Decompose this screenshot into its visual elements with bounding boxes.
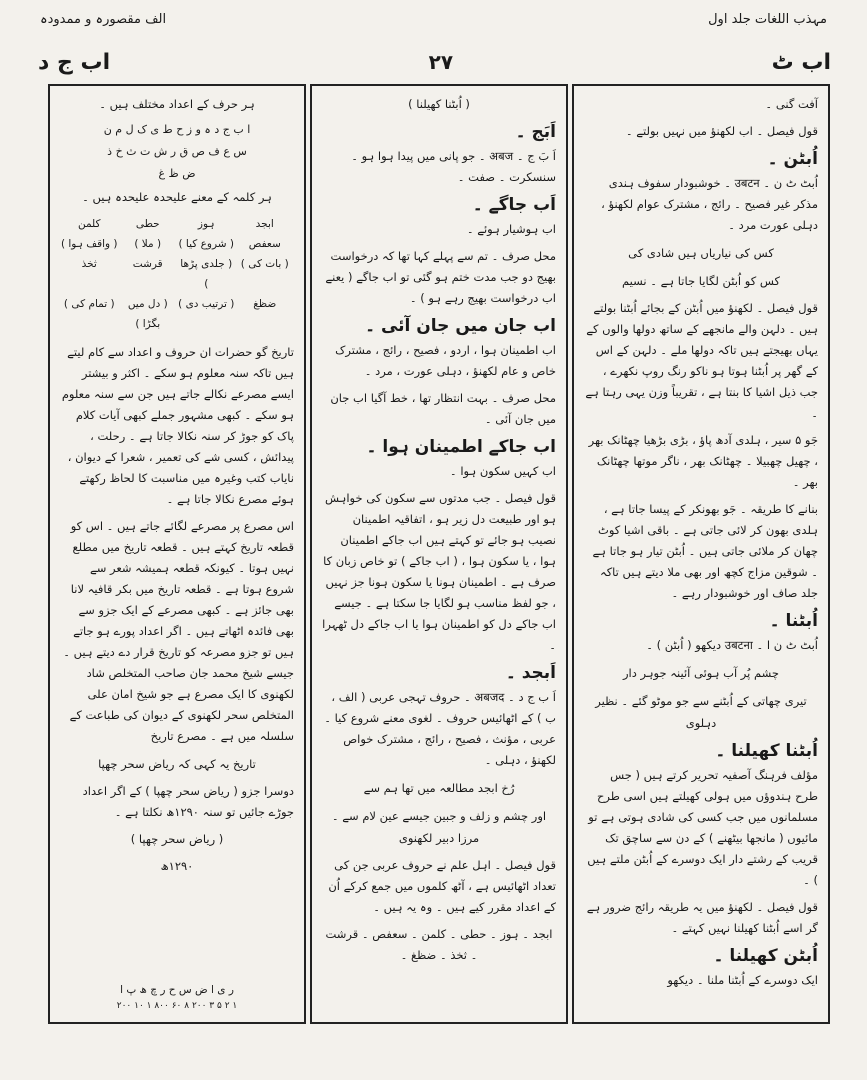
- text-paragraph: قول فیصل ۔ لکھنؤ میں یہ طریقہ رائج ضرور ہے گر اسے اُبٹنا کھیلنا نہیں کہتے ۔: [586, 900, 818, 935]
- page-header: [38, 42, 831, 82]
- text-paragraph: اب کہیں سکون ہوا ۔: [449, 464, 556, 478]
- headword: اب جان میں جان آئی ۔: [365, 316, 556, 336]
- abjad-word: حطی: [135, 218, 160, 230]
- headword: اُبٹن ۔: [767, 149, 818, 169]
- running-head: [40, 8, 827, 30]
- text-paragraph: اب اطمینان ہوا ، اردو ، فصیح ، رائج ، مشترک خاص و عام لکھنؤ ، دہلی عورت ، مرد ۔: [335, 343, 556, 378]
- text-paragraph: مؤلف فرہنگ آصفیہ تحریر کرتے ہیں ( جس طرح ہندوؤں میں ہولی کھیلتے ہیں اسی طرح مسلمانوں میں جب کسی کی شادی ہوتی ہے تو مائیوں ( مانجھا بیٹھنے ) کے دن سے ساچق تک قریب کے رشتے دار ایک دوسرے کے اُبٹن ملتے ہیں ) ۔: [587, 768, 818, 887]
- abjad-meaning: ( بات کی ): [240, 258, 289, 270]
- headword: اُبٹنا ۔: [769, 611, 818, 631]
- text-paragraph: بنانے کا طریقہ ۔ جَو بھونکر کے پیسا جاتا ہے ، ہلدی بھون کر لائی جاتی ہے ۔ باقی اشیا کوٹ چھان کر ملائی جاتی ہیں ۔ اُبٹن تیار ہو جاتا ہے ۔ شوقین مزاج کچھ اور بھی ملا دیتے ہیں تاکہ جلد صاف اور خوشبودار رہے ۔: [592, 502, 818, 600]
- text-paragraph: ۱۲۹۰ھ: [160, 859, 194, 873]
- headword: اَب جاگے ۔: [472, 195, 556, 215]
- text-paragraph: قول فیصل ۔ جب مدتوں سے سکون کی خواہش ہو اور طبیعت دل زیر ہو ، اتفاقیہ اطمینان نصیب ہو جائے تو کہتے ہیں اب جاکے اطمینان ہوا ، یا سکون ہوا ، ( اب جاکے ) تو خاص زبان کا صرف ہے ۔ اطمینان ہونا یا سکون ہونا جز نہیں ، جو لفظ مناسب ہو لگایا جا سکتا ہے ۔ جیسے اب جاکے دل کو اطمینان ہوا یا اب جاکے دل ٹھہرا ۔: [322, 491, 556, 652]
- verse-line: اور چشم و زلف و جبین جیسے عین لام سے ۔ مرزا دبیر لکھنوی: [331, 809, 547, 845]
- abjad-word: قرشت: [132, 258, 163, 270]
- headword: اَبَج ۔: [515, 122, 556, 142]
- text-paragraph: اَ بَ ج ۔ अबज ۔ جو پانی میں پیدا ہوا ہو ۔ سنسکرت ۔ صفت ۔: [351, 149, 556, 184]
- columns-frame: [44, 84, 830, 1024]
- text-paragraph: محل صرف ۔ بہت انتظار تھا ، خط آگیا اب جان میں جان آئی ۔: [330, 391, 556, 426]
- verse-line: تیری چھاتی کے اُبٹنے سے جو موٹو گئے ۔ نظیر دہلوی: [595, 694, 807, 730]
- abjad-word: ضظغ: [253, 298, 277, 310]
- text-paragraph: قول فیصل ۔ لکھنؤ میں اُبٹن کے بجائے اُبٹنا بولتے ہیں ۔ دلہن والے مانجھے کے ساتھ دولھا والوں کے یہاں بھیجتے ہیں تاکہ دولھا ملے ۔ دلہن کے اس کے گھر پر اُبٹنا ہوتا ہو ناکو رنگ روپ نکھرے ، جب ذیل اشیا کا بنتا ہے ، تقریباً وزن یہی رہتا ہے ۔: [585, 301, 818, 420]
- abjad-word: کلمن: [77, 218, 101, 230]
- verse-line: رُخ ابجد مطالعہ میں تھا ہم سے: [363, 781, 515, 795]
- abjad-word: سعفص: [248, 238, 281, 250]
- abjad-meaning: ( جلدی پڑھا ): [180, 258, 233, 290]
- text-paragraph: ( اُبٹنا کھیلنا ): [408, 97, 470, 111]
- abjad-words-table: [60, 214, 294, 334]
- headword: اب جاکے اطمینان ہوا ۔: [366, 437, 556, 457]
- column-right: [572, 84, 830, 1024]
- calculation-letters: ر ی ا ض س ح ر چ ھ پ ا: [120, 984, 234, 996]
- verse-line: کس کی نیاریاں ہیں شادی کی: [628, 246, 774, 260]
- abjad-word: ثخذ: [81, 258, 97, 270]
- abjad-word: ابجد: [255, 218, 274, 230]
- page-number: ۲۷: [428, 50, 454, 74]
- running-head-section: الف مقصورہ و ممدودہ: [40, 11, 167, 27]
- text-paragraph: قول فیصل ۔ اب لکھنؤ میں نہیں بولتے ۔: [625, 124, 818, 138]
- column-middle: [310, 84, 568, 1024]
- text-paragraph: اس مصرع پر مصرعے لگائے جاتے ہیں ۔ اس کو قطعہ تاریخ کہتے ہیں ۔ قطعہ تاریخ میں مطلع نہیں ہوتا ۔ کیونکہ قطعہ ہمیشہ شعر سے شروع ہوتا ہے ۔ قطعہ تاریخ میں بکر قافیہ لانا بھی جائز ہے ۔ کبھی مصرعے کے ایک جزو سے بھی فائدہ اٹھاتے ہیں ۔ اگر اعداد پورے ہو جاتے ہیں تو جزو مصرعہ کو تاریخ قرار دے دیتے ہیں ۔ جیسے شیخ محمد جان صاحب المتخلص شاد لکھنوی کا ایک مصرع ہے جو شیخ امان علی المتخلص سحر لکھنوی کے دیوان کی طباعت کے سلسلہ میں ہے ۔ مصرع تاریخ: [63, 519, 294, 743]
- alphabet-row: ا ب ج د ہ و ز ح ط ی ک ل م ن: [103, 123, 251, 136]
- abjad-meaning: ( دل میں بگڑا ): [127, 298, 168, 330]
- text-paragraph: قول فیصل ۔ اہل علم نے حروف عربی جن کی تعداد اٹھائیس ہے ، آٹھ کلموں میں جمع کرکے اُن کے اعداد مقرر کیے ہیں ۔ وہ یہ ہیں ۔: [328, 858, 556, 914]
- alphabet-row: ض ظ غ: [158, 167, 196, 180]
- verse-line: کس کو اُبٹن لگایا جاتا ہے ۔ نسیم: [622, 274, 780, 288]
- verse-line: چشم پُر آب ہوئی آئینہ جوہر دار: [622, 666, 780, 680]
- text-paragraph: اُبٹ ٹ ن ۔ उबटन ۔ خوشبودار سفوف ہندی مذکر غیر فصیح ۔ رائج ، مشترک عوام لکھنؤ ، دہلی عورت مرد ۔: [601, 176, 818, 232]
- abjad-meaning: ( تمام کی ): [63, 298, 115, 310]
- text-paragraph: اَ ب ج د ۔ अबजद ۔ حروف تہجی عربی ( الف ، ب ) کے اٹھائیس حروف ۔ لغوی معنے شروع کیا ۔ عربی ، مؤنث ، فصیح ، رائج ، مشترک خواص لکھنؤ ، دہلی ۔: [324, 690, 556, 767]
- abjad-meaning: ( ملا ): [134, 238, 162, 250]
- text-paragraph: ہر حرف کے اعداد مختلف ہیں ۔: [99, 97, 255, 111]
- text-paragraph: جَو ۵ سیر ، ہلدی آدھ پاؤ ، بڑی بڑھیا چھٹانک بھر ، چھیل چھبیلا ۔ چھٹانک بھر ، ناگر موتھا چھٹانک بھر ۔: [588, 433, 818, 489]
- header-first-word: اب ٹ: [771, 49, 831, 75]
- text-paragraph: ابجد ۔ ہوز ۔ حطی ۔ کلمن ۔ سعفص ۔ قرشت ۔ ثخذ ۔ ضظغ ۔: [325, 927, 553, 962]
- text-paragraph: اب ہوشیار ہوئے ۔: [466, 222, 556, 236]
- abjad-calculation: [60, 982, 294, 1014]
- text-paragraph: تاریخ گو حضرات ان حروف و اعداد سے کام لیتے ہیں تاکہ سنہ معلوم ہو سکے ۔ اکثر و بیشتر ایسے مصرعے نکالے جاتے ہیں جن سے سنہ معلوم ہو سکے ۔ کبھی مشہور جملے کبھی آیات کلام پاک کو جوڑ کر سنہ نکالا جاتا ہے ۔ رحلت ، پیدائش ، کسی شے کی تعمیر ، شعرا کے دیوان ، نایاب کتب وغیرہ میں مناسبت کا لحاظ رکھتے ہوئے مصرع نکالا جاتا ہے ۔: [61, 345, 294, 506]
- verse-line: تاریخ یہ کہی کہ ریاض سحر چھپا: [98, 757, 256, 771]
- headword: اَبجد ۔: [505, 663, 556, 683]
- text-paragraph: اُبٹ ٹ ن ا ۔ उबटना دیکھو ( اُبٹن ) ۔: [646, 638, 818, 652]
- abjad-meaning: ( شروع کیا ): [178, 238, 234, 250]
- alphabet-row: س ع ف ص ق ر ش ت ث خ ذ: [107, 145, 247, 158]
- text-paragraph: ایک دوسرے کے اُبٹنا ملنا ۔ دیکھو: [667, 973, 818, 987]
- text-paragraph: ہر کلمہ کے معنے علیحدہ علیحدہ ہیں ۔: [82, 190, 272, 204]
- text-paragraph: آفت گنی ۔: [765, 97, 818, 111]
- calculation-numbers: ۲۰۰ ۱۰ ۱ ۸۰۰ ۶۰ ۸ ۲۰۰ ۳ ۵ ۲ ۱: [116, 1001, 238, 1011]
- abjad-meaning: ( ترتیب دی ): [178, 298, 235, 310]
- text-paragraph: ( ریاض سحر چھپا ): [130, 832, 224, 846]
- headword: اُبٹن کھیلنا ۔: [713, 946, 818, 966]
- header-last-word: اب ج د: [38, 49, 111, 75]
- abjad-word: ہوز: [197, 218, 215, 230]
- headword: اُبٹنا کھیلنا ۔: [715, 741, 818, 761]
- running-head-title: مہذب اللغات جلد اول: [708, 11, 827, 27]
- column-left: [48, 84, 306, 1024]
- abjad-meaning: ( واقف ہوا ): [60, 238, 118, 250]
- text-paragraph: محل صرف ۔ تم سے پہلے کہا تھا کہ درخواست بھیج دو جب مدت ختم ہو گئی تو اب جاگے ( یعنے اب درخواست بھیج رہے ہو ) ۔: [325, 249, 556, 305]
- text-paragraph: دوسرا جزو ( ریاض سحر چھپا ) کے اگر اعداد جوڑے جائیں تو سنہ ۱۲۹۰ھ نکلتا ہے ۔: [82, 784, 294, 819]
